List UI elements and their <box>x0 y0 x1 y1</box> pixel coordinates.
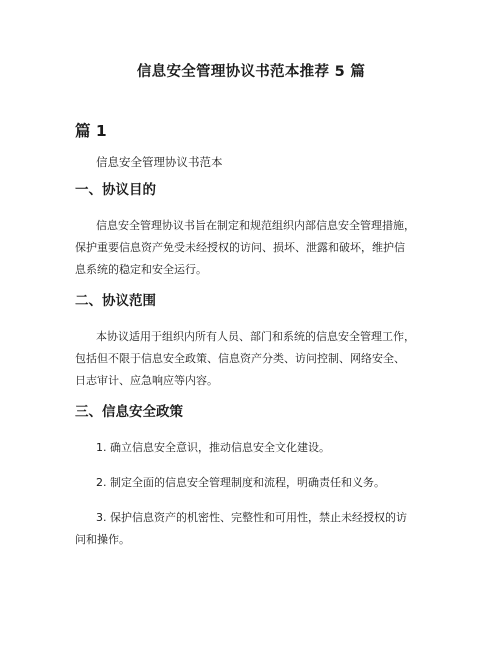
list-item <box>75 437 435 459</box>
list-item <box>75 472 435 494</box>
section-heading-scope: 二、协议范围 <box>75 293 156 309</box>
document-title: 信息安全管理协议书范本推荐 5 篇 <box>136 64 366 80</box>
list-item-line: 1. 确立信息安全意识，推动信息安全文化建设。 <box>96 441 330 454</box>
section-heading-purpose: 一、协议目的 <box>75 182 156 198</box>
section-heading-policy: 三、信息安全政策 <box>75 404 183 420</box>
part-heading: 篇 1 <box>75 122 107 140</box>
section-paragraph-purpose <box>75 215 435 281</box>
list-item-line: 3. 保护信息资产的机密性、完整性和可用性，禁止未经授权的访 <box>96 511 407 524</box>
paragraph-line: 日志审计、应急响应等内容。 <box>75 374 218 387</box>
paragraph-line: 信息安全管理协议书旨在制定和规范组织内部信息安全管理措施， <box>96 219 415 232</box>
document-subtitle: 信息安全管理协议书范本 <box>96 155 223 169</box>
paragraph-line: 息系统的稳定和安全运行。 <box>75 263 207 276</box>
paragraph-line: 本协议适用于组织内所有人员、部门和系统的信息安全管理工作， <box>96 330 415 343</box>
list-item <box>75 507 435 551</box>
paragraph-line: 保护重要信息资产免受未经授权的访问、损坏、泄露和破坏，维护信 <box>75 241 405 254</box>
list-item-line: 问和操作。 <box>75 533 130 546</box>
list-item-line: 2. 制定全面的信息安全管理制度和流程，明确责任和义务。 <box>96 476 385 489</box>
paragraph-line: 包括但不限于信息安全政策、信息资产分类、访问控制、网络安全、 <box>75 352 405 365</box>
section-paragraph-scope <box>75 326 435 392</box>
